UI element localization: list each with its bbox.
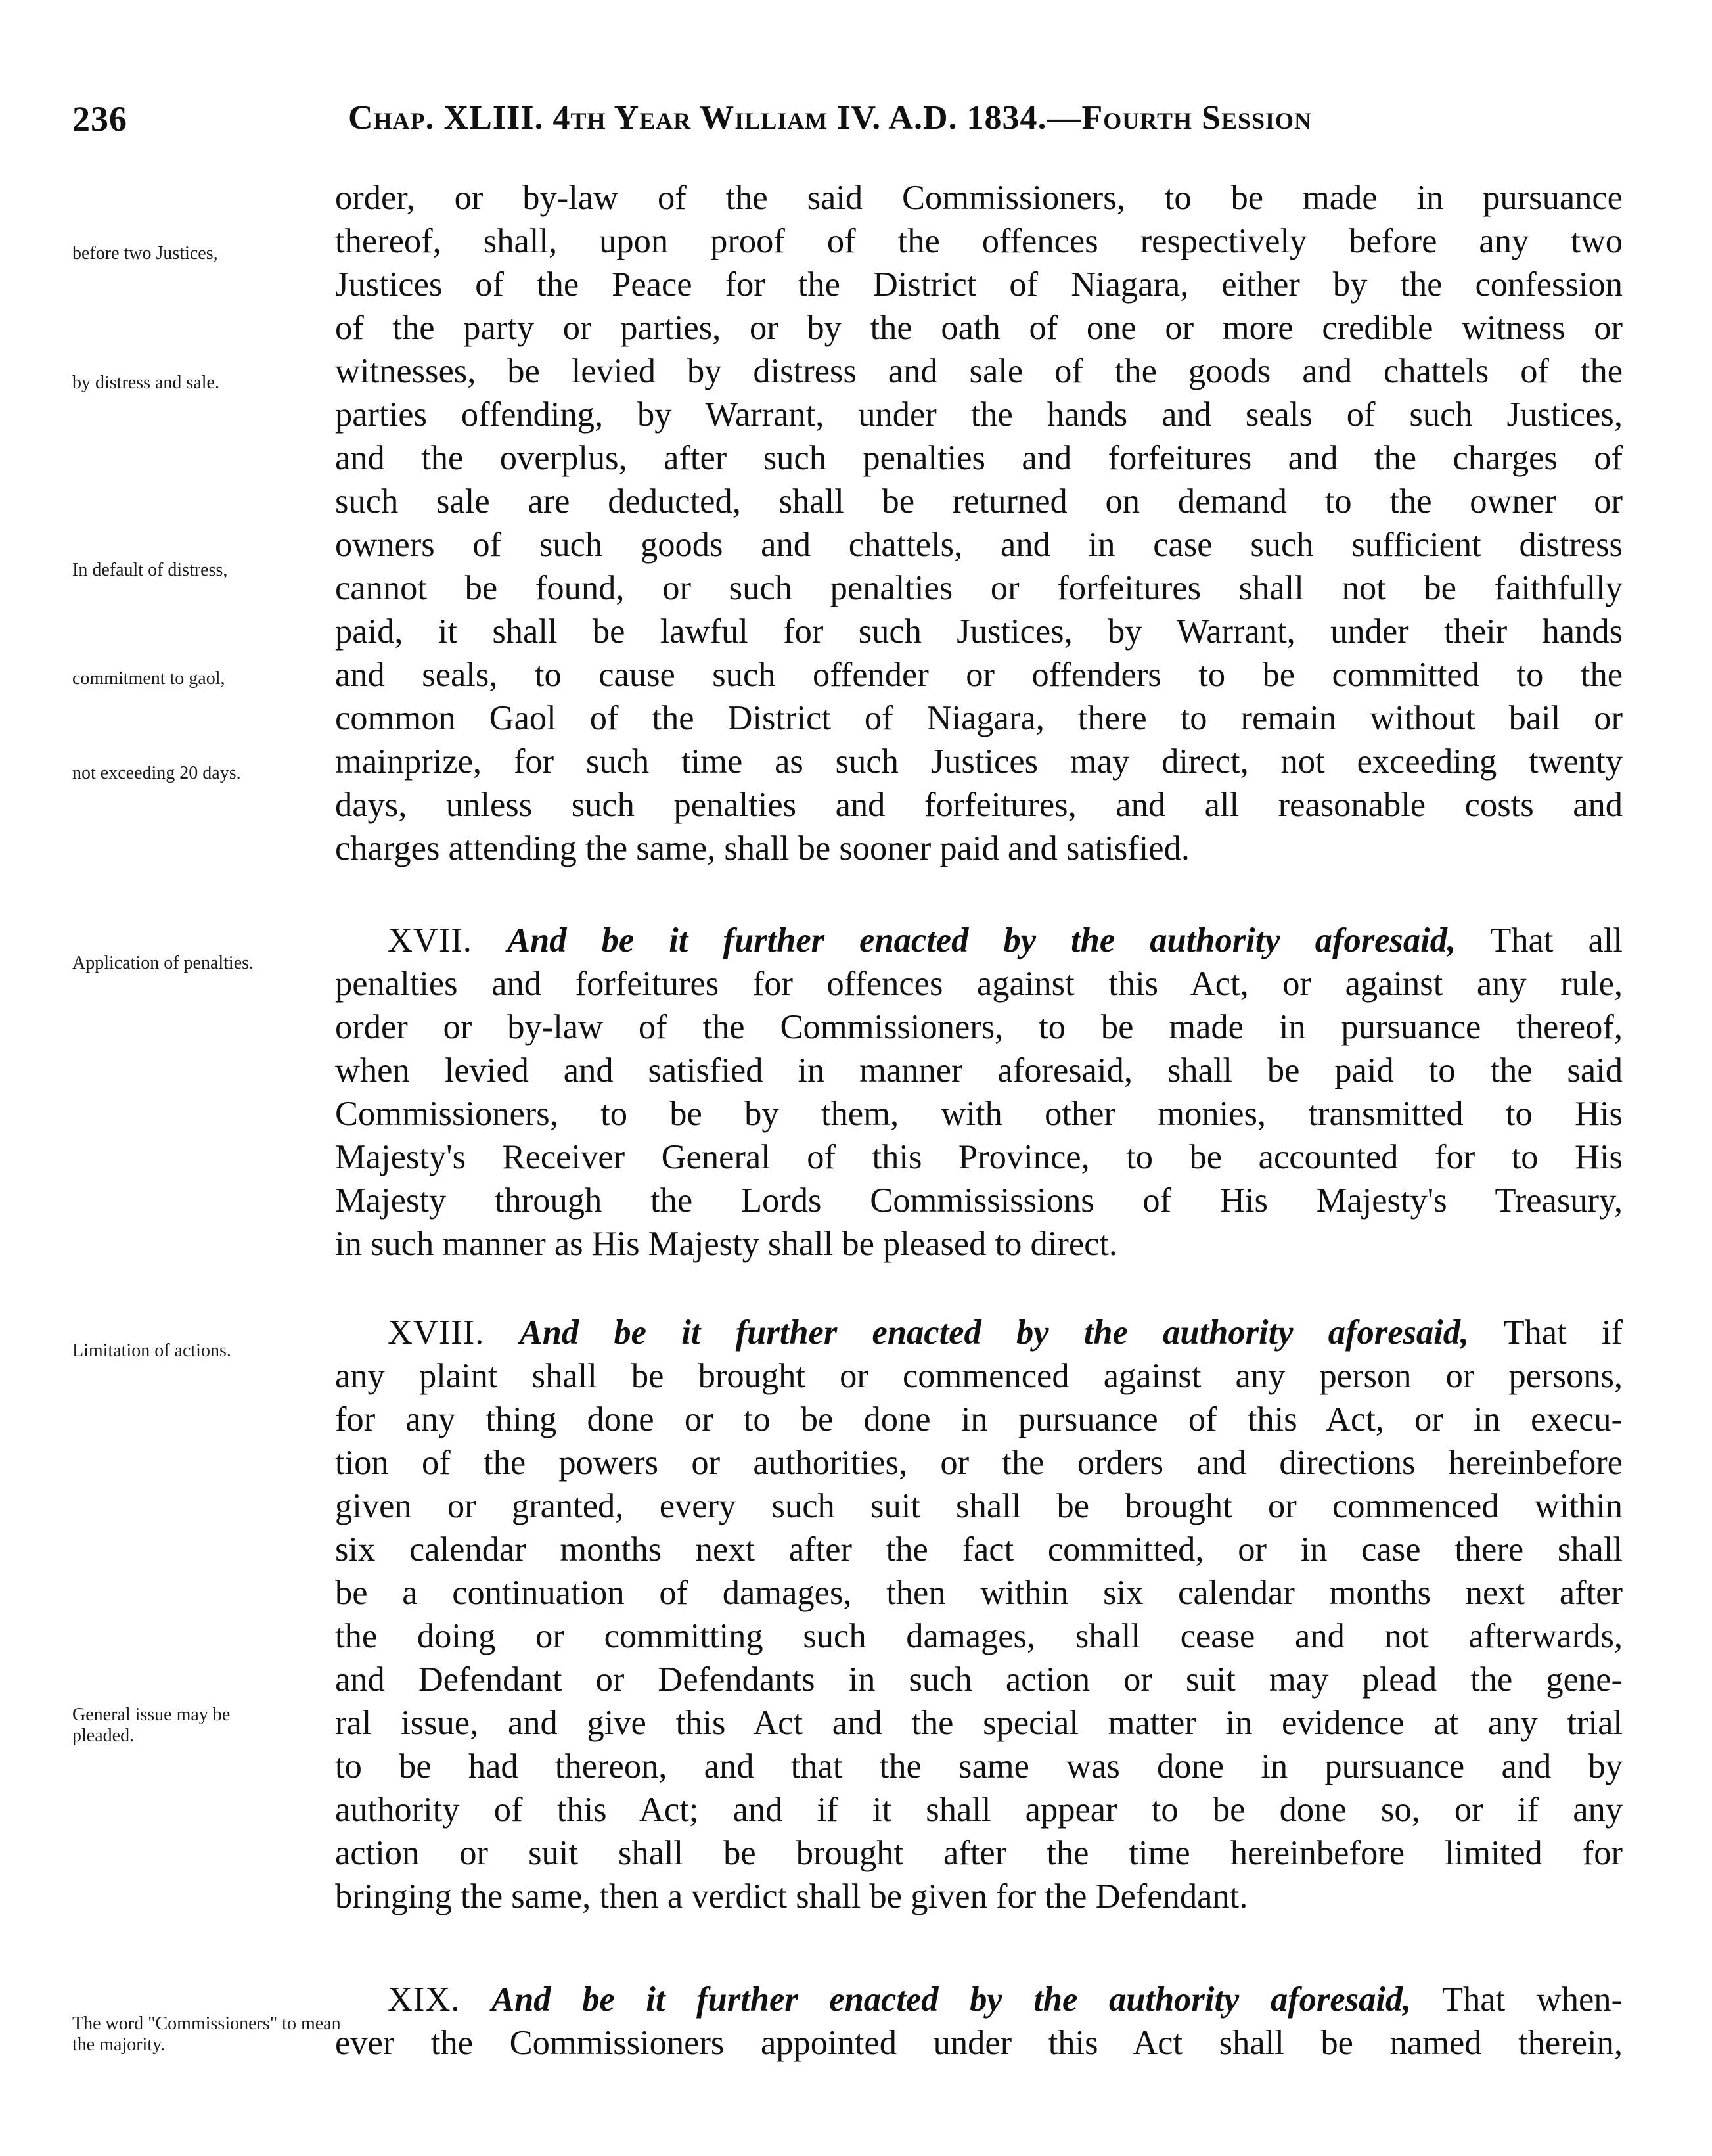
text-line: owners of such goods and chattels, and in case such sufficient distress <box>335 526 1623 564</box>
first-line-rest: That when- <box>1441 1981 1623 2019</box>
text-line: and seals, to cause such offender or offenders to be committed to the <box>335 656 1623 694</box>
section-xix <box>335 1978 1623 2065</box>
margin-note-commitment-to-gaol: commitment to gaol, <box>72 668 225 689</box>
section-xvi-continuation <box>335 176 1623 870</box>
section-number: XVIII. <box>388 1314 485 1352</box>
margin-note-before-two-justices: before two Justices, <box>72 243 218 264</box>
enacting-clause: And be it further enacted by the authority aforesaid, <box>491 1981 1412 2019</box>
text-line: six calendar months next after the fact committed, or in case there shall <box>335 1530 1623 1569</box>
text-line: such sale are deducted, shall be returned on demand to the owner or <box>335 482 1623 520</box>
text-line: when levied and satisfied in manner aforesaid, shall be paid to the said <box>335 1051 1623 1089</box>
text-line: Majesty's Receiver General of this Province, to be accounted for to His <box>335 1138 1623 1176</box>
text-line: ever the Commissioners appointed under this Act shall be named therein, <box>335 2024 1623 2062</box>
section-number: XVII. <box>388 921 472 959</box>
text-line: penalties and forfeitures for offences against this Act, or against any rule, <box>335 965 1623 1003</box>
margin-note-general-issue: General issue may be pleaded. <box>72 1705 231 1746</box>
section-number: XIX. <box>388 1981 461 2019</box>
text-line: for any thing done or to be done in pursuance of this Act, or in execu- <box>335 1400 1623 1438</box>
text-line: paid, it shall be lawful for such Justices, by Warrant, under their hands <box>335 612 1623 651</box>
text-line: given or granted, every such suit shall be brought or commenced within <box>335 1487 1623 1525</box>
margin-note-commissioners-majority: The word "Commissioners" to mean the majority. <box>72 2013 341 2055</box>
page-number: 236 <box>72 99 127 139</box>
margin-note-limitation-of-actions: Limitation of actions. <box>72 1341 231 1361</box>
margin-note-not-exceeding-20-days: not exceeding 20 days. <box>72 763 241 783</box>
text-line: mainprize, for such time as such Justices may direct, not exceeding twenty <box>335 743 1623 781</box>
text-line: action or suit shall be brought after the time hereinbefore limited for <box>335 1834 1623 1872</box>
section-xvii <box>335 919 1623 1266</box>
section-first-line <box>335 1311 1623 1354</box>
first-line-rest: That all <box>1490 921 1623 959</box>
enacting-clause: And be it further enacted by the authority aforesaid, <box>507 921 1456 959</box>
text-line: bringing the same, then a verdict shall be given for the Defendant. <box>335 1877 1248 1915</box>
first-line-rest: That if <box>1503 1314 1623 1352</box>
text-line: witnesses, be levied by distress and sale of the goods and chattels of the <box>335 352 1623 390</box>
text-line: ral issue, and give this Act and the special matter in evidence at any trial <box>335 1704 1623 1742</box>
text-line: the doing or committing such damages, shall cease and not afterwards, <box>335 1617 1623 1655</box>
section-first-line <box>335 1978 1623 2021</box>
text-line: order or by-law of the Commissioners, to be made in pursuance thereof, <box>335 1008 1623 1046</box>
text-line: order, or by-law of the said Commissioners, to be made in pursuance <box>335 179 1623 217</box>
text-line: authority of this Act; and if it shall appear to be done so, or if any <box>335 1791 1623 1829</box>
text-line: charges attending the same, shall be sooner paid and satisfied. <box>335 829 1190 867</box>
margin-note-by-distress-and-sale: by distress and sale. <box>72 373 219 393</box>
text-line: and Defendant or Defendants in such action or suit may plead the gene- <box>335 1661 1623 1699</box>
page-header <box>72 99 1583 151</box>
section-first-line <box>335 919 1623 962</box>
text-line: common Gaol of the District of Niagara, there to remain without bail or <box>335 699 1623 737</box>
margin-note-application-of-penalties: Application of penalties. <box>72 953 254 973</box>
text-line: thereof, shall, upon proof of the offences respectively before any two <box>335 222 1623 260</box>
text-line: and the overplus, after such penalties and forfeitures and the charges of <box>335 439 1623 477</box>
section-xviii <box>335 1311 1623 1918</box>
running-head: Chap. XLIII. 4th Year William IV. A.D. 1834.—Fourth Session <box>348 99 1313 137</box>
text-line: any plaint shall be brought or commenced against any person or persons, <box>335 1357 1623 1395</box>
text-line: of the party or parties, or by the oath of one or more credible witness or <box>335 309 1623 347</box>
text-line: Commissioners, to be by them, with other monies, transmitted to His <box>335 1095 1623 1133</box>
text-line: be a continuation of damages, then within six calendar months next after <box>335 1574 1623 1612</box>
text-line: days, unless such penalties and forfeitures, and all reasonable costs and <box>335 786 1623 824</box>
text-line: Justices of the Peace for the District of Niagara, either by the confession <box>335 265 1623 304</box>
text-line: Majesty through the Lords Commississions of His Majesty's Treasury, <box>335 1181 1623 1220</box>
text-line: parties offending, by Warrant, under the hands and seals of such Justices, <box>335 396 1623 434</box>
text-line: tion of the powers or authorities, or the orders and directions hereinbefore <box>335 1444 1623 1482</box>
text-line: to be had thereon, and that the same was done in pursuance and by <box>335 1747 1623 1785</box>
enacting-clause: And be it further enacted by the authority aforesaid, <box>519 1314 1470 1352</box>
margin-note-in-default-of-distress: In default of distress, <box>72 560 228 580</box>
text-line: cannot be found, or such penalties or forfeitures shall not be faithfully <box>335 569 1623 607</box>
text-line: in such manner as His Majesty shall be pleased to direct. <box>335 1225 1118 1263</box>
